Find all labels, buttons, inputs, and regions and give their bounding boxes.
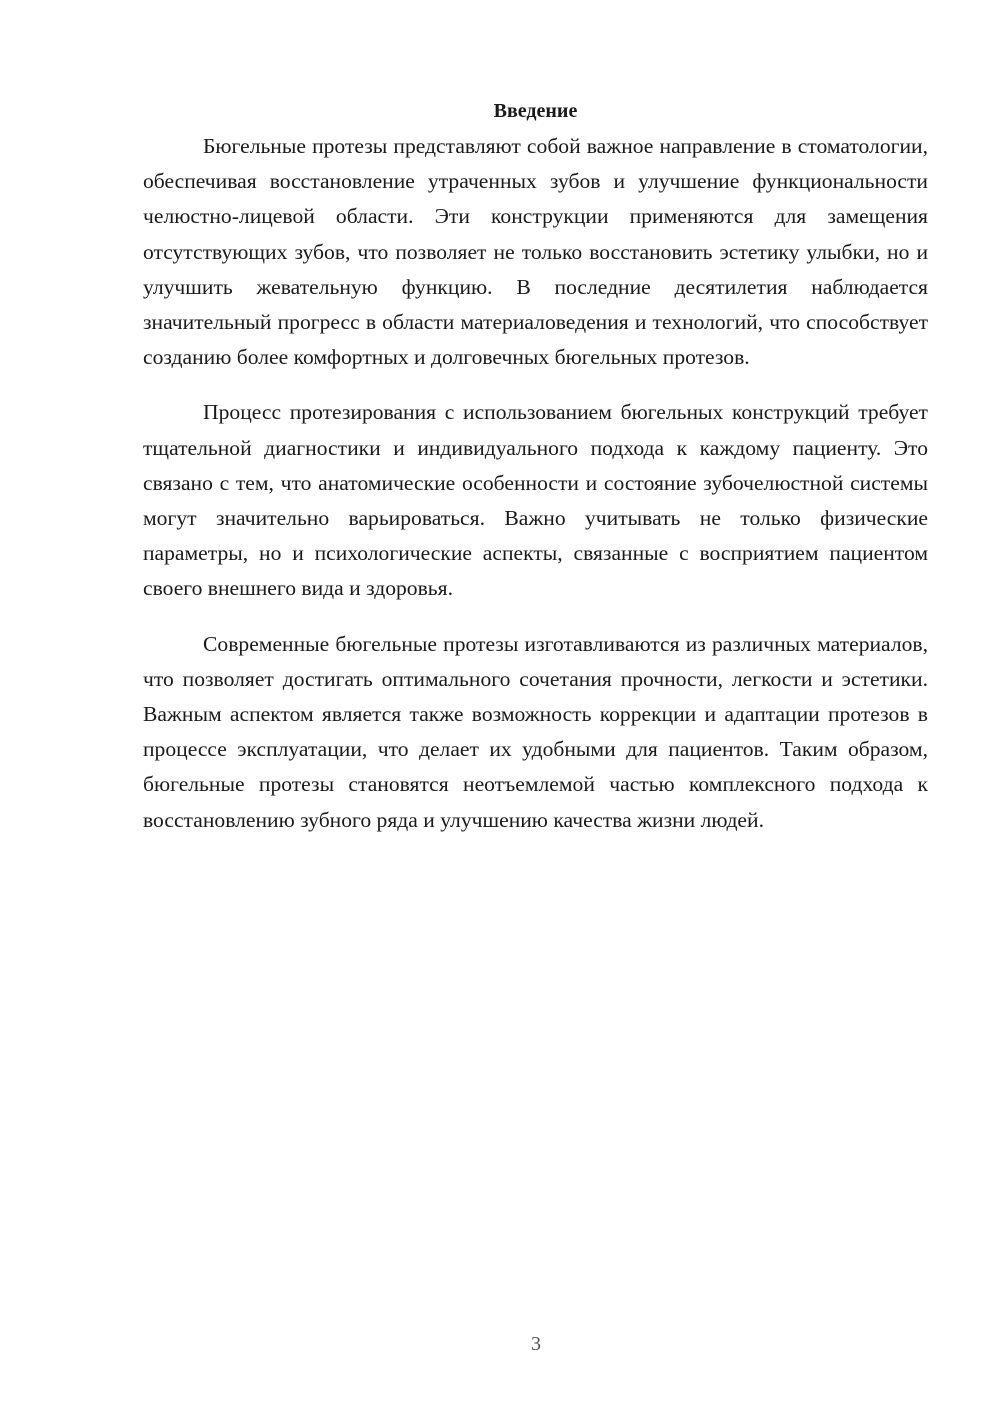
page-content <box>143 96 928 838</box>
page-number: 3 <box>531 1333 541 1355</box>
paragraph-2: Процесс протезирования с использованием бюгельных конструкций требует тщательной диагностики и индивидуального подхода к каждому пациенту. Это связано с тем, что анатомические особенности и состояние зубочелюстной системы могут значительно варьироваться. Важно учитывать не только физические параметры, но и психологические аспекты, связанные с восприятием пациентом своего внешнего вида и здоровья. <box>143 400 928 601</box>
section-heading: Введение <box>493 100 578 122</box>
paragraph-3: Современные бюгельные протезы изготавливаются из различных материалов, что позволяет достигать оптимального сочетания прочности, легкости и эстетики. Важным аспектом является также возможность коррекции и адаптации протезов в процессе эксплуатации, что делает их удобными для пациентов. Таким образом, бюгельные протезы становятся неотъемлемой частью комплексного подхода к восстановлению зубного ряда и улучшению качества жизни людей. <box>143 631 928 832</box>
paragraph-1: Бюгельные протезы представляют собой важное направление в стоматологии, обеспечивая восстановление утраченных зубов и улучшение функциональности челюстно-лицевой области. Эти конструкции применяются для замещения отсутствующих зубов, что позволяет не только восстановить эстетику улыбки, но и улучшить жевательную функцию. В последние десятилетия наблюдается значительный прогресс в области материаловедения и технологий, что способствует созданию более комфортных и долговечных бюгельных протезов. <box>143 134 928 370</box>
